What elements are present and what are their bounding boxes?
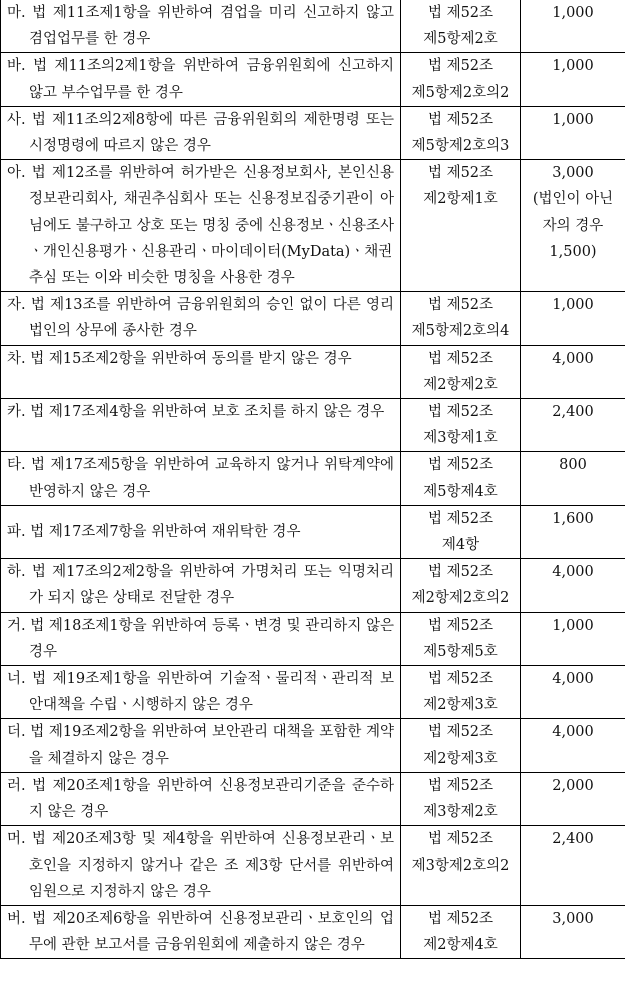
table-row (1, 772, 625, 825)
law-reference-line: 법 제52조 (427, 297, 494, 314)
violation-description (1, 0, 401, 53)
law-reference-line: 법 제52조 (427, 910, 494, 927)
penalty-amount (521, 106, 625, 159)
law-reference-line: 제5항제5호 (423, 643, 498, 660)
penalty-amount-value: 2,000 (552, 777, 594, 794)
penalty-amount-value: 3,000 (552, 910, 594, 927)
penalty-amount-value: 1,600 (552, 510, 594, 527)
law-reference (401, 399, 521, 452)
table-row (1, 719, 625, 772)
table-row (1, 0, 625, 53)
penalty-amount (521, 826, 625, 906)
violation-description (1, 53, 401, 106)
law-reference (401, 772, 521, 825)
penalty-amount (521, 160, 625, 292)
law-reference-line: 법 제52조 (427, 617, 494, 634)
law-reference (401, 292, 521, 345)
violation-description (1, 452, 401, 505)
law-reference-line: 제2항제4호 (423, 937, 498, 954)
table-row (1, 106, 625, 159)
table-row (1, 826, 625, 906)
law-reference-line: 법 제52조 (427, 671, 494, 688)
law-reference-line: 제3항제2호 (423, 804, 498, 821)
penalty-amount-value: 1,000 (552, 617, 594, 634)
law-reference (401, 505, 521, 558)
law-reference-line: 법 제52조 (427, 457, 494, 474)
law-reference (401, 452, 521, 505)
penalty-amount-value: 2,400 (552, 831, 594, 848)
violation-description (1, 559, 401, 612)
table-row (1, 666, 625, 719)
table-row (1, 399, 625, 452)
penalty-amount-value: 4,000 (552, 564, 594, 581)
violation-description (1, 292, 401, 345)
law-reference-line: 법 제52조 (427, 404, 494, 421)
law-reference-line: 제2항제1호 (423, 191, 498, 208)
penalty-amount (521, 719, 625, 772)
violation-text: 하. 법 제17조의2제2항을 위반하여 가명처리 또는 익명처리가 되지 않은 상태로 전달한 경우 (7, 564, 394, 607)
penalty-amount-value: 1,000 (552, 297, 594, 314)
law-reference-line: 법 제52조 (427, 350, 494, 367)
law-reference (401, 53, 521, 106)
law-reference-line: 법 제52조 (427, 165, 494, 182)
violation-description (1, 345, 401, 398)
law-reference-line: 제3항제1호 (423, 430, 498, 447)
penalty-amount-value: 4,000 (552, 671, 594, 688)
penalty-amount (521, 399, 625, 452)
law-reference-line: 제5항제2호의2 (411, 84, 510, 101)
law-reference (401, 666, 521, 719)
law-reference-line: 제5항제2호의4 (411, 323, 510, 340)
violation-description (1, 666, 401, 719)
violation-description (1, 399, 401, 452)
penalty-amount (521, 345, 625, 398)
violation-description (1, 505, 401, 558)
law-reference-line: 제2항제2호 (423, 376, 498, 393)
law-reference (401, 106, 521, 159)
law-reference-line: 제2항제2호의2 (411, 590, 510, 607)
violation-text: 파. 법 제17조제7항을 위반하여 재위탁한 경우 (7, 523, 301, 540)
law-reference-line: 제4항 (441, 537, 480, 554)
law-reference-line: 제2항제3호 (423, 750, 498, 767)
penalty-amount-value: 1,000 (552, 111, 594, 128)
table-row (1, 345, 625, 398)
penalty-amount-value: 4,000 (552, 350, 594, 367)
law-reference-line: 제3항제2호의2 (411, 857, 510, 874)
penalty-amount (521, 772, 625, 825)
penalty-amount (521, 292, 625, 345)
law-reference (401, 345, 521, 398)
violation-description (1, 826, 401, 906)
law-reference-line: 법 제52조 (427, 831, 494, 848)
law-reference (401, 0, 521, 53)
law-reference (401, 826, 521, 906)
violation-text: 마. 법 제11조제1항을 위반하여 겸업을 미리 신고하지 않고 겸업업무를 한 경우 (7, 5, 394, 48)
law-reference-line: 제5항제2호 (423, 31, 498, 48)
penalty-amount (521, 505, 625, 558)
law-reference-line: 법 제52조 (427, 5, 494, 21)
table-row (1, 53, 625, 106)
law-reference-line: 법 제52조 (427, 777, 494, 794)
violation-description (1, 772, 401, 825)
violation-text: 머. 법 제20조제3항 및 제4항을 위반하여 신용정보관리ㆍ보호인을 지정하지 않거나 같은 조 제3항 단서를 위반하여 임원으로 지정하지 않은 경우 (7, 831, 394, 900)
penalty-amount (521, 53, 625, 106)
violation-description (1, 612, 401, 665)
law-reference (401, 719, 521, 772)
penalty-amount (521, 612, 625, 665)
penalty-amount (521, 666, 625, 719)
law-reference-line: 법 제52조 (427, 564, 494, 581)
penalty-amount-value: 800 (559, 457, 587, 474)
violation-text: 타. 법 제17조제5항을 위반하여 교육하지 않거나 위탁계약에 반영하지 않은 경우 (7, 457, 394, 500)
law-reference (401, 559, 521, 612)
penalty-amount (521, 559, 625, 612)
table-row (1, 452, 625, 505)
table-row (1, 612, 625, 665)
violation-text: 거. 법 제18조제1항을 위반하여 등록ㆍ변경 및 관리하지 않은 경우 (7, 617, 394, 660)
table-row (1, 292, 625, 345)
penalty-amount-value: 2,400 (552, 404, 594, 421)
table-row (1, 160, 625, 292)
penalty-amount (521, 452, 625, 505)
violation-text: 러. 법 제20조제1항을 위반하여 신용정보관리기준을 준수하지 않은 경우 (7, 777, 394, 821)
violation-text: 사. 법 제11조의2제8항에 따른 금융위원회의 제한명령 또는 시정명령에 따르지 않은 경우 (7, 111, 394, 155)
penalty-table-body (1, 0, 625, 959)
law-reference-line: 법 제52조 (427, 510, 494, 527)
violation-description (1, 160, 401, 292)
violation-text: 더. 법 제19조제2항을 위반하여 보안관리 대책을 포함한 계약을 체결하지 않은 경우 (7, 724, 394, 767)
law-reference (401, 160, 521, 292)
violation-description (1, 905, 401, 958)
penalty-amount-value: 3,000 (552, 165, 594, 182)
penalty-amount-value: 1,000 (552, 5, 594, 21)
violation-description (1, 106, 401, 159)
table-row (1, 505, 625, 558)
violation-text: 바. 법 제11조의2제1항을 위반하여 금융위원회에 신고하지 않고 부수업무를 한 경우 (7, 58, 394, 101)
penalty-amount-value: 1,000 (552, 58, 594, 75)
law-reference (401, 612, 521, 665)
law-reference-line: 제5항제2호의3 (411, 138, 510, 155)
law-reference-line: 제2항제3호 (423, 697, 498, 714)
violation-text: 버. 법 제20조제6항을 위반하여 신용정보관리ㆍ보호인의 업무에 관한 보고서를 금융위원회에 제출하지 않은 경우 (7, 910, 394, 954)
penalty-amount (521, 905, 625, 958)
law-reference-line: 법 제52조 (427, 724, 494, 741)
penalty-amount-value: 4,000 (552, 724, 594, 741)
violation-text: 아. 법 제12조를 위반하여 허가받은 신용정보회사, 본인신용정보관리회사, 채권추심회사 또는 신용정보집중기관이 아님에도 불구하고 상호 또는 명칭 중에 신용정보ㆍ신용조사ㆍ개인신용평가ㆍ신용관리ㆍ마이데이터(MyData)ㆍ채권추심 또는 이와 비슷한 명칭을 사용한 경우 (7, 165, 394, 287)
violation-text: 자. 법 제13조를 위반하여 금융위원회의 승인 없이 다른 영리법인의 상무에 종사한 경우 (7, 297, 394, 340)
violation-text: 카. 법 제17조제4항을 위반하여 보호 조치를 하지 않은 경우 (7, 404, 385, 421)
law-reference-line: 제5항제4호 (423, 483, 498, 500)
violation-text: 너. 법 제19조제1항을 위반하여 기술적ㆍ물리적ㆍ관리적 보안대책을 수립ㆍ시행하지 않은 경우 (7, 671, 394, 714)
table-row (1, 559, 625, 612)
penalty-amount (521, 0, 625, 53)
law-reference-line: 법 제52조 (427, 58, 494, 75)
law-reference (401, 905, 521, 958)
violation-text: 차. 법 제15조제2항을 위반하여 동의를 받지 않은 경우 (7, 350, 352, 367)
violation-description (1, 719, 401, 772)
law-reference-line: 법 제52조 (427, 111, 494, 128)
penalty-amount-note: (법인이 아닌 자의 경우 1,500) (532, 191, 614, 260)
table-row (1, 905, 625, 958)
